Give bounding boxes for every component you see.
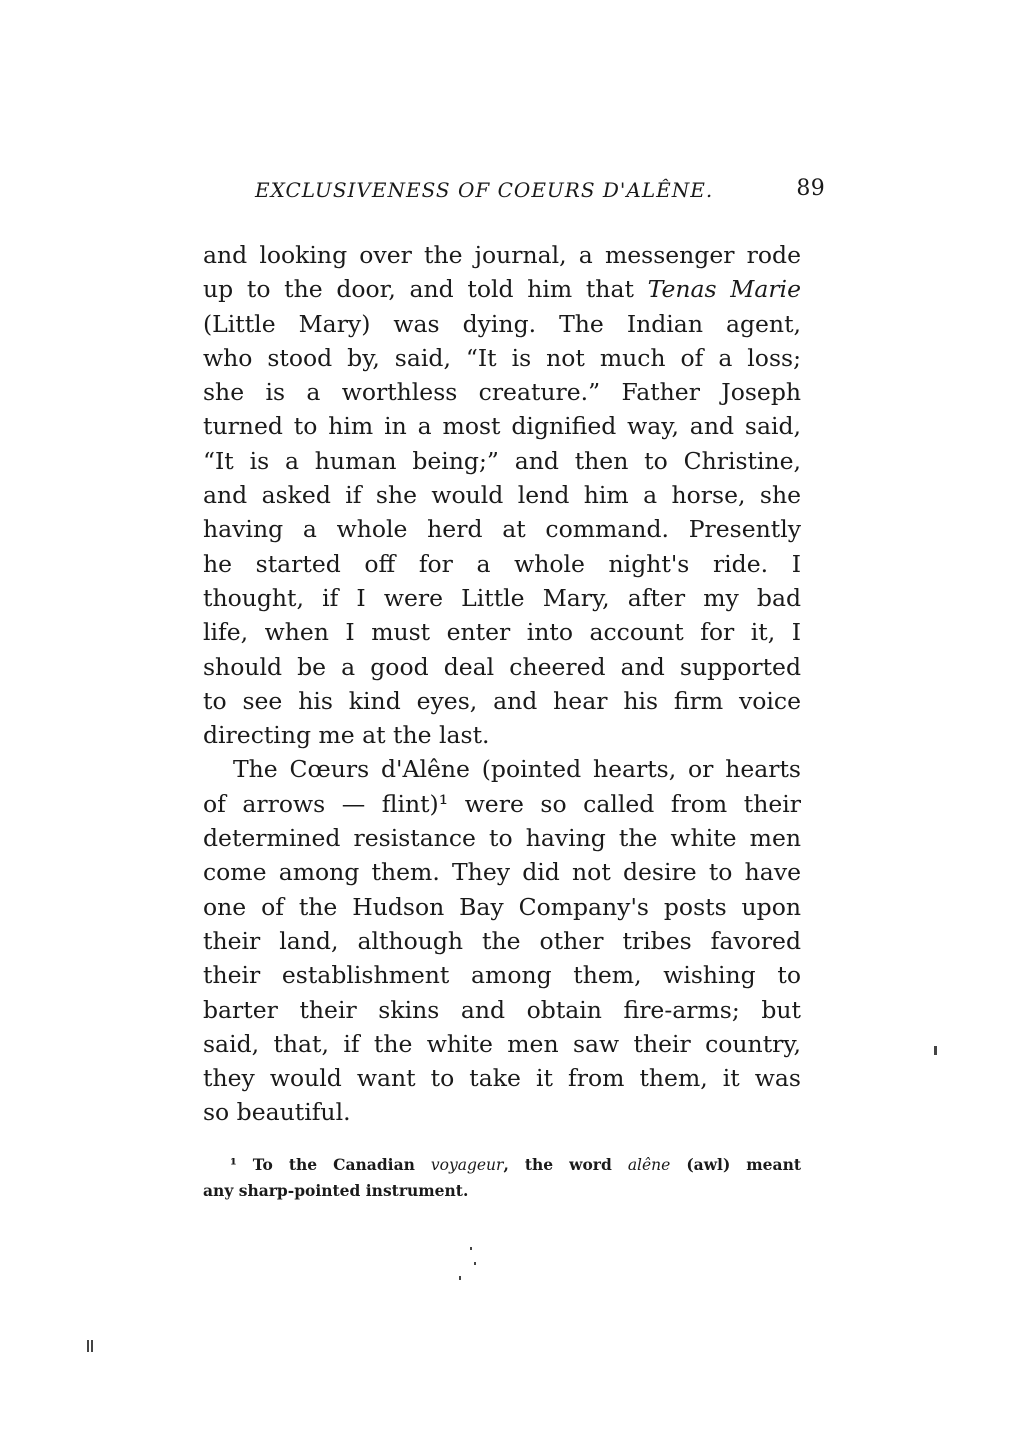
text-line: to see his kind eyes, and hear his firm voice <box>203 686 801 715</box>
scan-speck <box>91 1340 93 1352</box>
scan-speck <box>474 1262 476 1265</box>
text-line: up to the door, and told him that Tenas Marie <box>203 275 801 304</box>
text-line: so beautiful. <box>203 1098 351 1127</box>
text-line: who stood by, said, “It is not much of a loss; <box>203 343 801 372</box>
italic-phrase: Tenas Marie <box>647 275 801 304</box>
running-head-title: EXCLUSIVENESS OF COEURS D'ALÊNE. <box>255 178 714 202</box>
scan-speck <box>934 1046 937 1055</box>
footnote-line: ¹ To the Canadian voyageur, the word alêne (awl) meant <box>230 1155 802 1174</box>
text-line: they would want to take it from them, it was <box>203 1064 801 1093</box>
text-line: barter their skins and obtain fire-arms; but <box>203 995 801 1024</box>
text-line: their land, although the other tribes favored <box>203 926 801 955</box>
text-line: and looking over the journal, a messenger rode <box>203 241 801 269</box>
text-line: life, when I must enter into account for it, I <box>203 618 801 647</box>
text-line: having a whole herd at command. Presently <box>203 515 801 544</box>
text-line-paragraph-start: The Cœurs d'Alêne (pointed hearts, or hearts <box>233 755 801 784</box>
text-line: directing me at the last. <box>203 721 490 750</box>
body-text <box>203 238 801 1130</box>
page-number: 89 <box>796 176 825 201</box>
scan-speck <box>470 1247 472 1250</box>
footnote <box>203 1152 801 1203</box>
italic-word: alêne <box>627 1156 671 1174</box>
scan-speck <box>87 1340 89 1352</box>
text-line: turned to him in a most dignified way, and said, <box>203 412 801 441</box>
text-line: come among them. They did not desire to have <box>203 858 801 887</box>
text-line: said, that, if the white men saw their country, <box>203 1029 801 1058</box>
scan-speck <box>459 1276 461 1280</box>
running-head <box>255 178 825 202</box>
text-line: (Little Mary) was dying. The Indian agent, <box>203 309 801 338</box>
text-line: determined resistance to having the white men <box>203 824 801 853</box>
text-line: “It is a human being;” and then to Christine, <box>203 446 801 475</box>
text-line: should be a good deal cheered and supported <box>203 652 801 681</box>
text-line: she is a worthless creature.” Father Joseph <box>203 378 801 407</box>
italic-word: voyageur <box>430 1156 504 1174</box>
text-line: and asked if she would lend him a horse, she <box>203 481 801 510</box>
text-line: thought, if I were Little Mary, after my bad <box>203 583 801 612</box>
text-line: one of the Hudson Bay Company's posts upon <box>203 892 801 921</box>
text-line: their establishment among them, wishing to <box>203 961 801 990</box>
text-line: of arrows — flint)¹ were so called from their <box>203 789 801 818</box>
footnote-line: any sharp-pointed instrument. <box>203 1181 469 1200</box>
text-line: he started off for a whole night's ride. I <box>203 549 801 578</box>
